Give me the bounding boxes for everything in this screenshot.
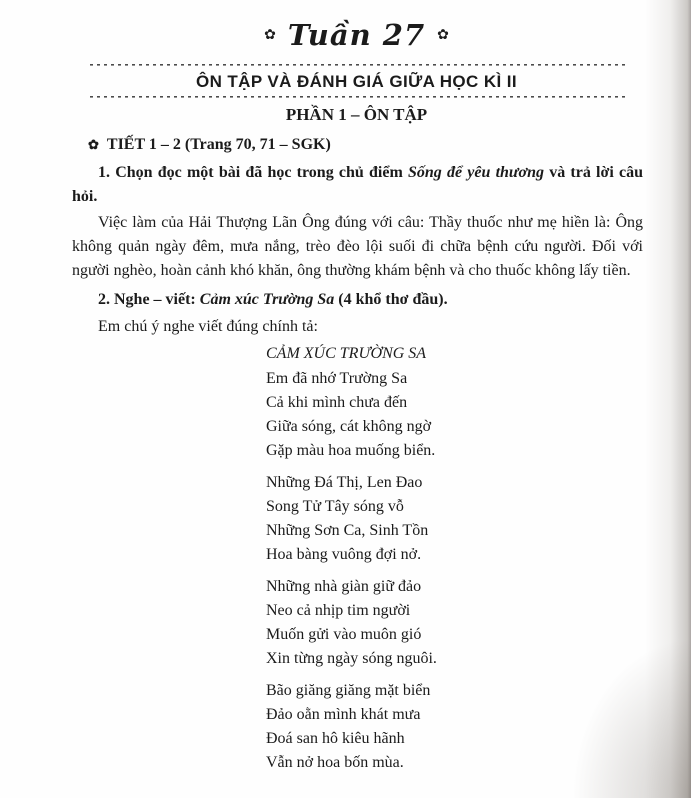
- task-2-prefix: 2. Nghe – viết:: [98, 291, 200, 308]
- divider-line-bottom: [90, 96, 627, 98]
- task-1-answer: Việc làm của Hải Thượng Lãn Ông đúng với câu: Thầy thuốc như mẹ hiền là: Ông không quản ngày đêm, mưa nắng, trèo đèo lội suối đi chữa bệnh cứu người. Đối với người nghèo, hoàn cảnh khó khăn, ông thường khám bệnh và cho thuốc không lấy tiền.: [72, 214, 643, 279]
- poem-line: Cả khi mình chưa đến: [266, 394, 408, 411]
- poem-stanza-2: [266, 471, 643, 567]
- page-title: ÔN TẬP VÀ ĐÁNH GIÁ GIỮA HỌC KÌ II: [195, 72, 518, 91]
- poem-line: Gặp màu hoa muống biển.: [266, 442, 436, 459]
- flower-icon-right: ✿: [437, 27, 449, 43]
- poem-line: Giữa sóng, cát không ngờ: [266, 418, 432, 435]
- flower-icon: ✿: [88, 137, 99, 152]
- task-1: [72, 161, 643, 209]
- week-header: [70, 16, 643, 54]
- poem-line: Song Tử Tây sóng vỗ: [266, 498, 404, 515]
- dictation-instruction: Em chú ý nghe viết đúng chính tả:: [98, 318, 318, 335]
- poem-stanza-1: [266, 367, 643, 463]
- poem-line: Những Sơn Ca, Sinh Tồn: [266, 522, 429, 539]
- poem-line: Những Đá Thị, Len Đao: [266, 474, 423, 491]
- divider-line-top: [90, 64, 627, 66]
- poem-stanza-3: [266, 575, 643, 671]
- poem-line: Vẫn nở hoa bốn mùa.: [266, 754, 404, 771]
- lesson-title: TIẾT 1 – 2 (Trang 70, 71 – SGK): [106, 136, 331, 153]
- task-2-suffix: (4 khổ thơ đầu).: [334, 291, 448, 308]
- task-1-prefix: 1. Chọn đọc một bài đã học trong chủ điểm: [98, 164, 408, 181]
- poem-line: Neo cả nhịp tim người: [266, 602, 411, 619]
- poem-line: Những nhà giàn giữ đảo: [266, 578, 422, 595]
- poem-line: Đảo oằn mình khát mưa: [266, 706, 421, 723]
- part-title: PHẦN 1 – ÔN TẬP: [285, 105, 428, 124]
- week-title: Tuần 27: [287, 18, 426, 52]
- poem-line: Đoá san hô kiêu hãnh: [266, 730, 405, 747]
- poem-line: Bão giăng giăng mặt biển: [266, 682, 431, 699]
- poem-line: Xin từng ngày sóng nguôi.: [266, 650, 437, 667]
- poem-block: [266, 342, 643, 775]
- poem-line: Hoa bàng vuông đợi nở.: [266, 546, 422, 563]
- task-1-topic: Sống để yêu thương: [407, 164, 545, 181]
- poem-line: Em đã nhớ Trường Sa: [266, 370, 408, 387]
- poem-title: CẢM XÚC TRƯỜNG SA: [266, 345, 427, 362]
- flower-icon-left: ✿: [264, 27, 276, 43]
- lesson-header: [88, 134, 643, 155]
- task-2: [72, 288, 643, 312]
- poem-line: Muốn gửi vào muôn gió: [266, 626, 422, 643]
- task-2-title: Cảm xúc Trường Sa: [199, 291, 335, 308]
- poem-stanza-4: [266, 679, 643, 775]
- task-1-suffix: và trả lời câu hỏi.: [72, 164, 644, 205]
